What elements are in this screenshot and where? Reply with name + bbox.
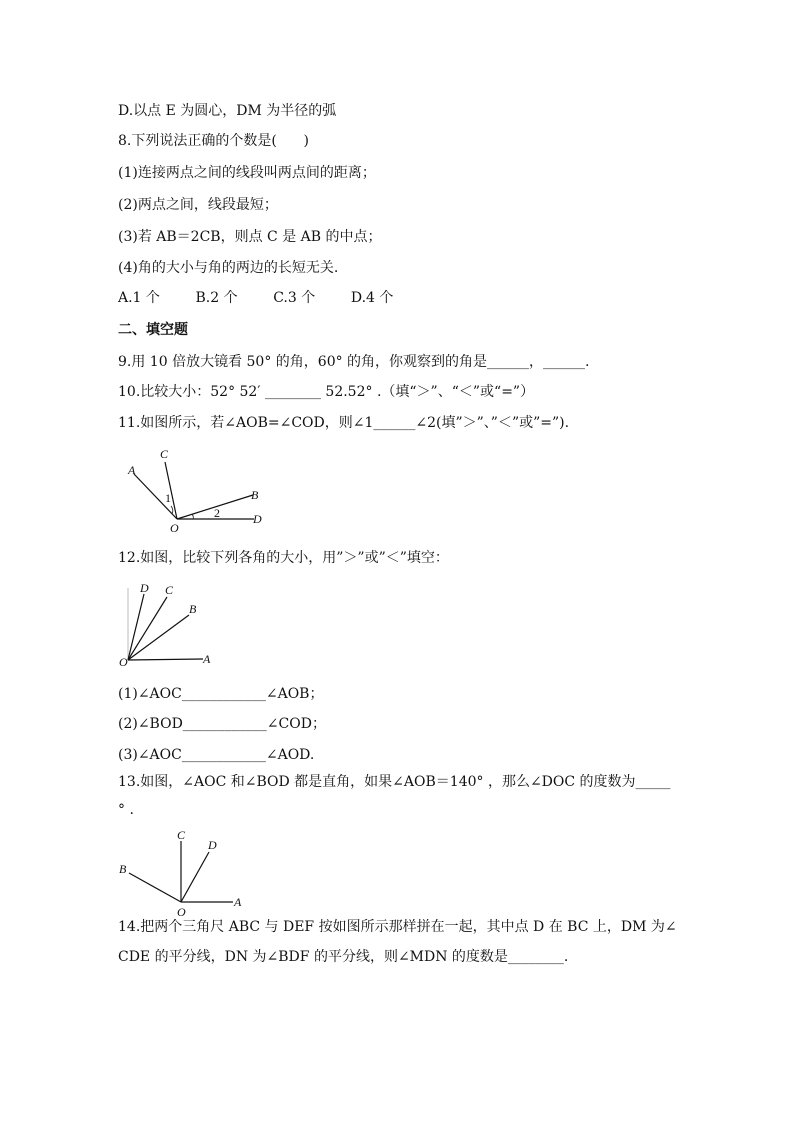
label-A: A xyxy=(203,652,211,666)
label-O: O xyxy=(170,521,179,535)
label-O: O xyxy=(177,905,186,919)
figure-12 xyxy=(117,580,217,670)
question-12-part-1: (1)∠AOC____________∠AOB； xyxy=(118,686,324,702)
question-11: 11.如图所示，若∠AOB=∠COD，则∠1______∠2(填”＞”、”＜”或”=”). xyxy=(118,415,570,431)
question-13-line-2: ° . xyxy=(118,802,134,818)
label-O: O xyxy=(119,655,128,669)
label-B: B xyxy=(119,862,127,876)
statement-3: (3)若 AB＝2CB，则点 C 是 AB 的中点； xyxy=(118,229,382,245)
angle-2-label: 2 xyxy=(214,506,220,520)
question-12: 12.如图，比较下列各角的大小，用”＞”或”＜”填空： xyxy=(118,550,449,566)
label-D: D xyxy=(208,838,217,852)
label-A: A xyxy=(128,463,136,477)
statement-2: (2)两点之间，线段最短； xyxy=(118,197,278,213)
label-B: B xyxy=(189,602,197,616)
option-d-text: D.以点 E 为圆心，DM 为半径的弧 xyxy=(118,103,337,119)
question-14-line-2: CDE 的平分线，DN 为∠BDF 的平分线，则∠MDN 的度数是________. xyxy=(118,949,569,965)
label-D: D xyxy=(140,581,149,595)
label-C: C xyxy=(177,828,186,842)
figure-11 xyxy=(120,442,280,537)
label-B: B xyxy=(251,488,259,502)
question-12-part-2: (2)∠BOD____________∠COD； xyxy=(118,716,326,732)
question-14-line-1: 14.把两个三角尺 ABC 与 DEF 按如图所示那样拼在一起，其中点 D 在 BC 上，DM 为∠ xyxy=(118,919,677,935)
statement-1: (1)连接两点之间的线段叫两点间的距离； xyxy=(118,165,376,181)
angle-1-label: 1 xyxy=(165,491,171,505)
statement-4: (4)角的大小与角的两边的长短无关. xyxy=(118,260,339,276)
section-heading: 二、填空题 xyxy=(118,322,188,338)
question-10: 10.比较大小：52° 52′ ________ 52.52° .（填“＞”、“＜”或“=”） xyxy=(118,384,535,400)
label-C: C xyxy=(165,583,174,597)
question-8-options: A.1 个 B.2 个 C.3 个 D.4 个 xyxy=(118,290,394,306)
question-13-line-1: 13.如图，∠AOC 和∠BOD 都是直角，如果∠AOB＝140° ，那么∠DOC 的度数为_____ xyxy=(118,774,671,790)
label-A: A xyxy=(234,895,242,909)
question-8-stem: 8.下列说法正确的个数是( ) xyxy=(118,133,309,149)
question-9: 9.用 10 倍放大镜看 50° 的角，60° 的角，你观察到的角是______，______. xyxy=(118,354,590,370)
question-12-part-3: (3)∠AOC____________∠AOD. xyxy=(118,747,315,763)
figure-13 xyxy=(115,827,255,919)
label-D: D xyxy=(253,512,262,526)
label-C: C xyxy=(160,447,169,461)
